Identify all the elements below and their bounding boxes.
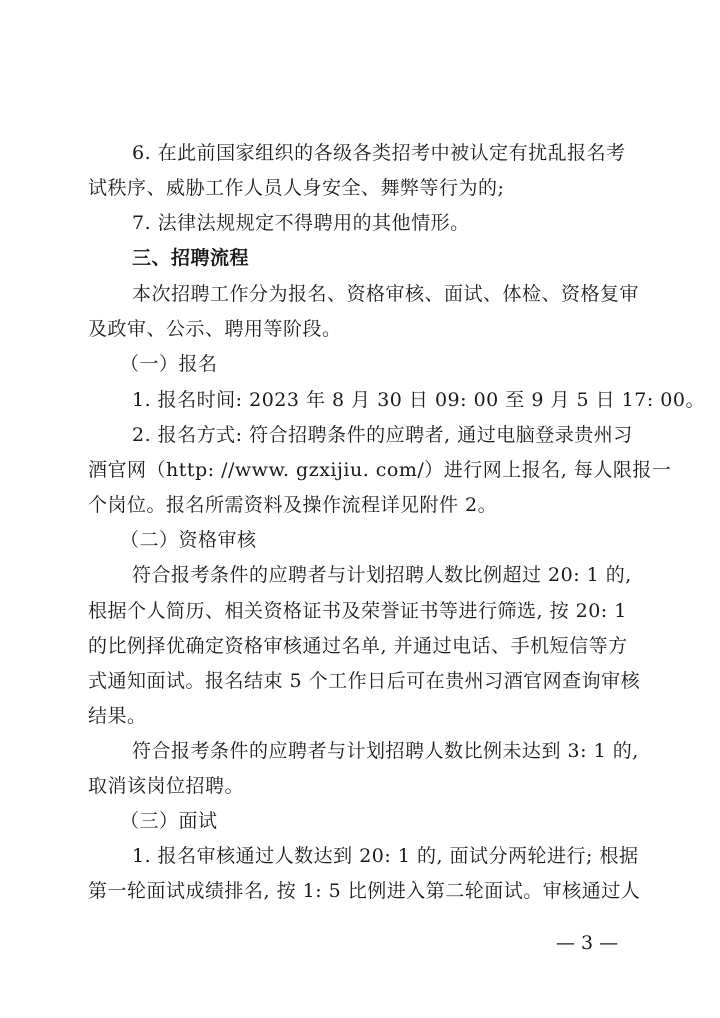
section-heading-recruitment-process: 三、招聘流程 [132,247,250,269]
registration-method-line-3: 个岗位。报名所需资料及操作流程详见附件 2。 [88,494,498,516]
paragraph-stages-line-1: 本次招聘工作分为报名、资格审核、面试、体检、资格复审 [132,283,640,305]
review-paragraph-1-line-1: 符合报考条件的应聘者与计划招聘人数比例超过 20: 1 的, [132,564,632,586]
registration-time: 1. 报名时间: 2023 年 8 月 30 日 09: 00 至 9 月 5 日 17: 00。 [132,389,705,411]
subheading-interview: （三）面试 [120,810,218,832]
review-paragraph-1-line-3: 的比例择优确定资格审核通过名单, 并通过电话、手机短信等方 [88,635,628,657]
review-paragraph-2-line-1: 符合报考条件的应聘者与计划招聘人数比例未达到 3: 1 的, [132,740,639,762]
registration-method-line-1: 2. 报名方式: 符合招聘条件的应聘者, 通过电脑登录贵州习 [132,424,633,446]
registration-method-line-2: 酒官网（http: //www. gzxijiu. com/）进行网上报名, 每人限报一 [88,459,672,481]
paragraph-stages-line-2: 及政审、公示、聘用等阶段。 [88,318,342,340]
interview-paragraph-line-1: 1. 报名审核通过人数达到 20: 1 的, 面试分两轮进行; 根据 [132,845,639,867]
review-paragraph-1-line-5: 结果。 [88,705,147,727]
subheading-registration: （一）报名 [120,353,218,375]
review-paragraph-2-line-2: 取消该岗位招聘。 [88,775,245,797]
review-paragraph-1-line-2: 根据个人简历、相关资格证书及荣誉证书等进行筛选, 按 20: 1 [88,600,627,622]
item-7: 7. 法律法规规定不得聘用的其他情形。 [132,212,470,234]
item-6-line-1: 6. 在此前国家组织的各级各类招考中被认定有扰乱报名考 [132,142,626,164]
item-6-line-2: 试秩序、威胁工作人员人身安全、舞弊等行为的; [88,177,505,199]
page-number: — 3 — [556,932,619,954]
subheading-qualification-review: （二）资格审核 [120,529,257,551]
interview-paragraph-line-2: 第一轮面试成绩排名, 按 1: 5 比例进入第二轮面试。审核通过人 [88,880,641,902]
review-paragraph-1-line-4: 式通知面试。报名结束 5 个工作日后可在贵州习酒官网查询审核 [88,670,641,692]
